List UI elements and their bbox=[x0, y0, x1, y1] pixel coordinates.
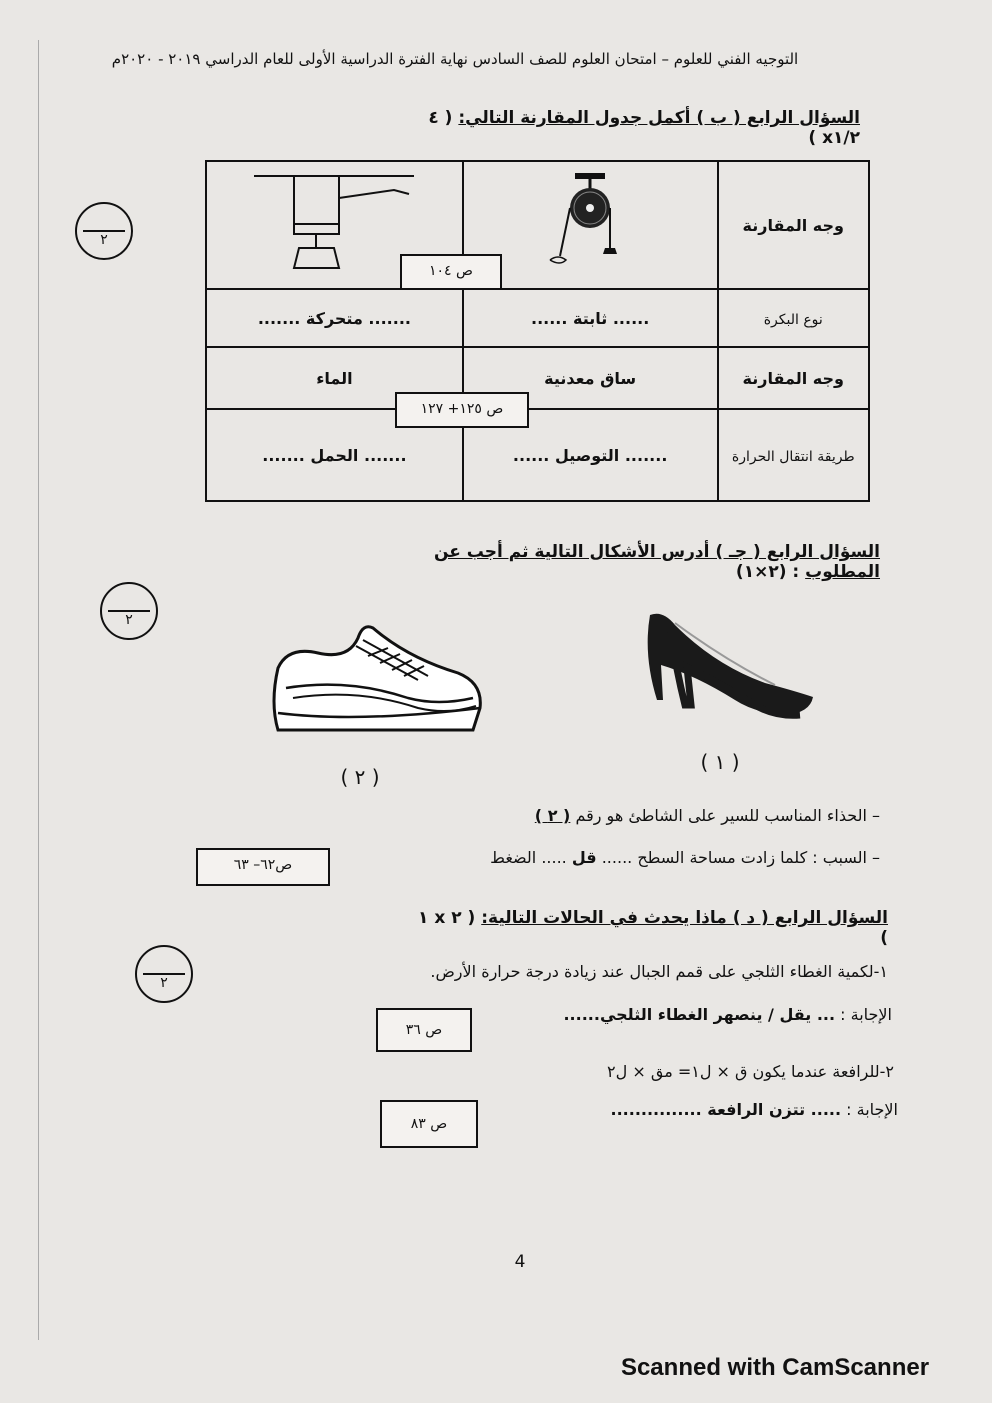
page-header: التوجيه الفني للعلوم – امتحان العلوم للصف السادس نهاية الفترة الدراسية الأولى للعام الدراسي ٢٠١٩ - ٢٠٢٠م bbox=[111, 50, 799, 68]
sneaker-image bbox=[268, 618, 488, 743]
table-cell-answer: ...... ثابتة ...... bbox=[463, 289, 718, 347]
table-cell-answer: الماء bbox=[206, 347, 463, 409]
q4d-title: السؤال الرابع ( د ) ماذا يحدث في الحالات التالية: bbox=[481, 908, 888, 928]
movable-pulley-image bbox=[244, 168, 424, 278]
table-cell-label: طريقة انتقال الحرارة bbox=[718, 409, 869, 501]
q4c-marks: : (٢×١) bbox=[735, 562, 800, 582]
q4d-marks: ( ٢ x ١ ) bbox=[418, 908, 888, 948]
table-cell-label: وجه المقارنة bbox=[718, 161, 869, 289]
q4c-line1 bbox=[460, 806, 880, 825]
figure-1-label: ( ١ ) bbox=[700, 750, 740, 774]
q4d-item1: ١-لكمية الغطاء الثلجي على قمم الجبال عند زيادة درجة حرارة الأرض. bbox=[430, 962, 888, 981]
q4c-line2-answer: قل bbox=[571, 848, 597, 867]
score-value: ٢ bbox=[100, 232, 108, 248]
q4d-answer1-label: الإجابة : bbox=[840, 1005, 892, 1024]
q4b-title: السؤال الرابع ( ب ) أكمل جدول المقارنة التالي: bbox=[458, 108, 860, 128]
table-cell-answer: ....... الحمل ....... bbox=[206, 409, 463, 501]
q4d-answer1: ... يقل / ينصهر الغطاء الثلجي...... bbox=[563, 1005, 836, 1024]
high-heels-image bbox=[635, 605, 820, 725]
q4b-title-row bbox=[400, 108, 860, 148]
q4c-line2-end: ..... الضغط bbox=[490, 848, 567, 867]
q4c-line2-text: – السبب : كلما زادت مساحة السطح ...... bbox=[601, 848, 880, 867]
table-row bbox=[206, 347, 869, 409]
q4d-title-row bbox=[410, 908, 888, 948]
score-circle bbox=[135, 945, 193, 1003]
table-cell-answer: ....... متحركة ....... bbox=[206, 289, 463, 347]
q4d-answer2: ..... تتزن الرافعة ............... bbox=[610, 1100, 842, 1119]
score-circle bbox=[75, 202, 133, 260]
page-ref-box: ص ٨٣ bbox=[380, 1100, 478, 1148]
score-value: ٢ bbox=[125, 612, 133, 628]
figure-2-label: ( ٢ ) bbox=[340, 765, 380, 789]
fixed-pulley-image bbox=[535, 168, 645, 278]
table-cell-answer: ....... التوصيل ...... bbox=[463, 409, 718, 501]
q4c-line1-answer: ( ٢ ) bbox=[534, 806, 571, 825]
table-cell-answer: ساق معدنية bbox=[463, 347, 718, 409]
q4d-answer2-label: الإجابة : bbox=[846, 1100, 898, 1119]
page-number: 4 bbox=[514, 1252, 526, 1272]
score-value: ٢ bbox=[160, 975, 168, 991]
q4c-title: السؤال الرابع ( جـ ) أدرس الأشكال التالية ثم أجب عن المطلوب bbox=[433, 542, 880, 582]
page-ref-box: ص ١٢٥+ ١٢٧ bbox=[395, 392, 529, 428]
q4c-title-row bbox=[360, 542, 880, 582]
q4c-line2 bbox=[400, 848, 880, 867]
q4d-answer2-row bbox=[500, 1100, 898, 1119]
q4d-answer1-row bbox=[480, 1005, 892, 1024]
page-ref-box: ص ٣٦ bbox=[376, 1008, 472, 1052]
page-ref-box: ص٦٢– ٦٣ bbox=[196, 848, 330, 886]
score-circle bbox=[100, 582, 158, 640]
table-row bbox=[206, 409, 869, 501]
camscanner-watermark: Scanned with CamScanner bbox=[620, 1354, 930, 1381]
table-row bbox=[206, 161, 869, 289]
page-ref-box: ص ١٠٤ bbox=[400, 254, 502, 290]
table-row bbox=[206, 289, 869, 347]
q4d-item2: ٢-للرافعة عندما يكون ق × ل١= مق × ل٢ bbox=[607, 1062, 894, 1081]
q4b-marks: ( ٤ x١/٢ ) bbox=[428, 108, 860, 148]
table-cell-label: وجه المقارنة bbox=[718, 347, 869, 409]
q4c-line1-text: – الحذاء المناسب للسير على الشاطئ هو رقم bbox=[575, 806, 880, 825]
table-cell-label: نوع البكرة bbox=[718, 289, 869, 347]
comparison-table bbox=[205, 160, 870, 502]
margin-line bbox=[38, 40, 39, 1340]
